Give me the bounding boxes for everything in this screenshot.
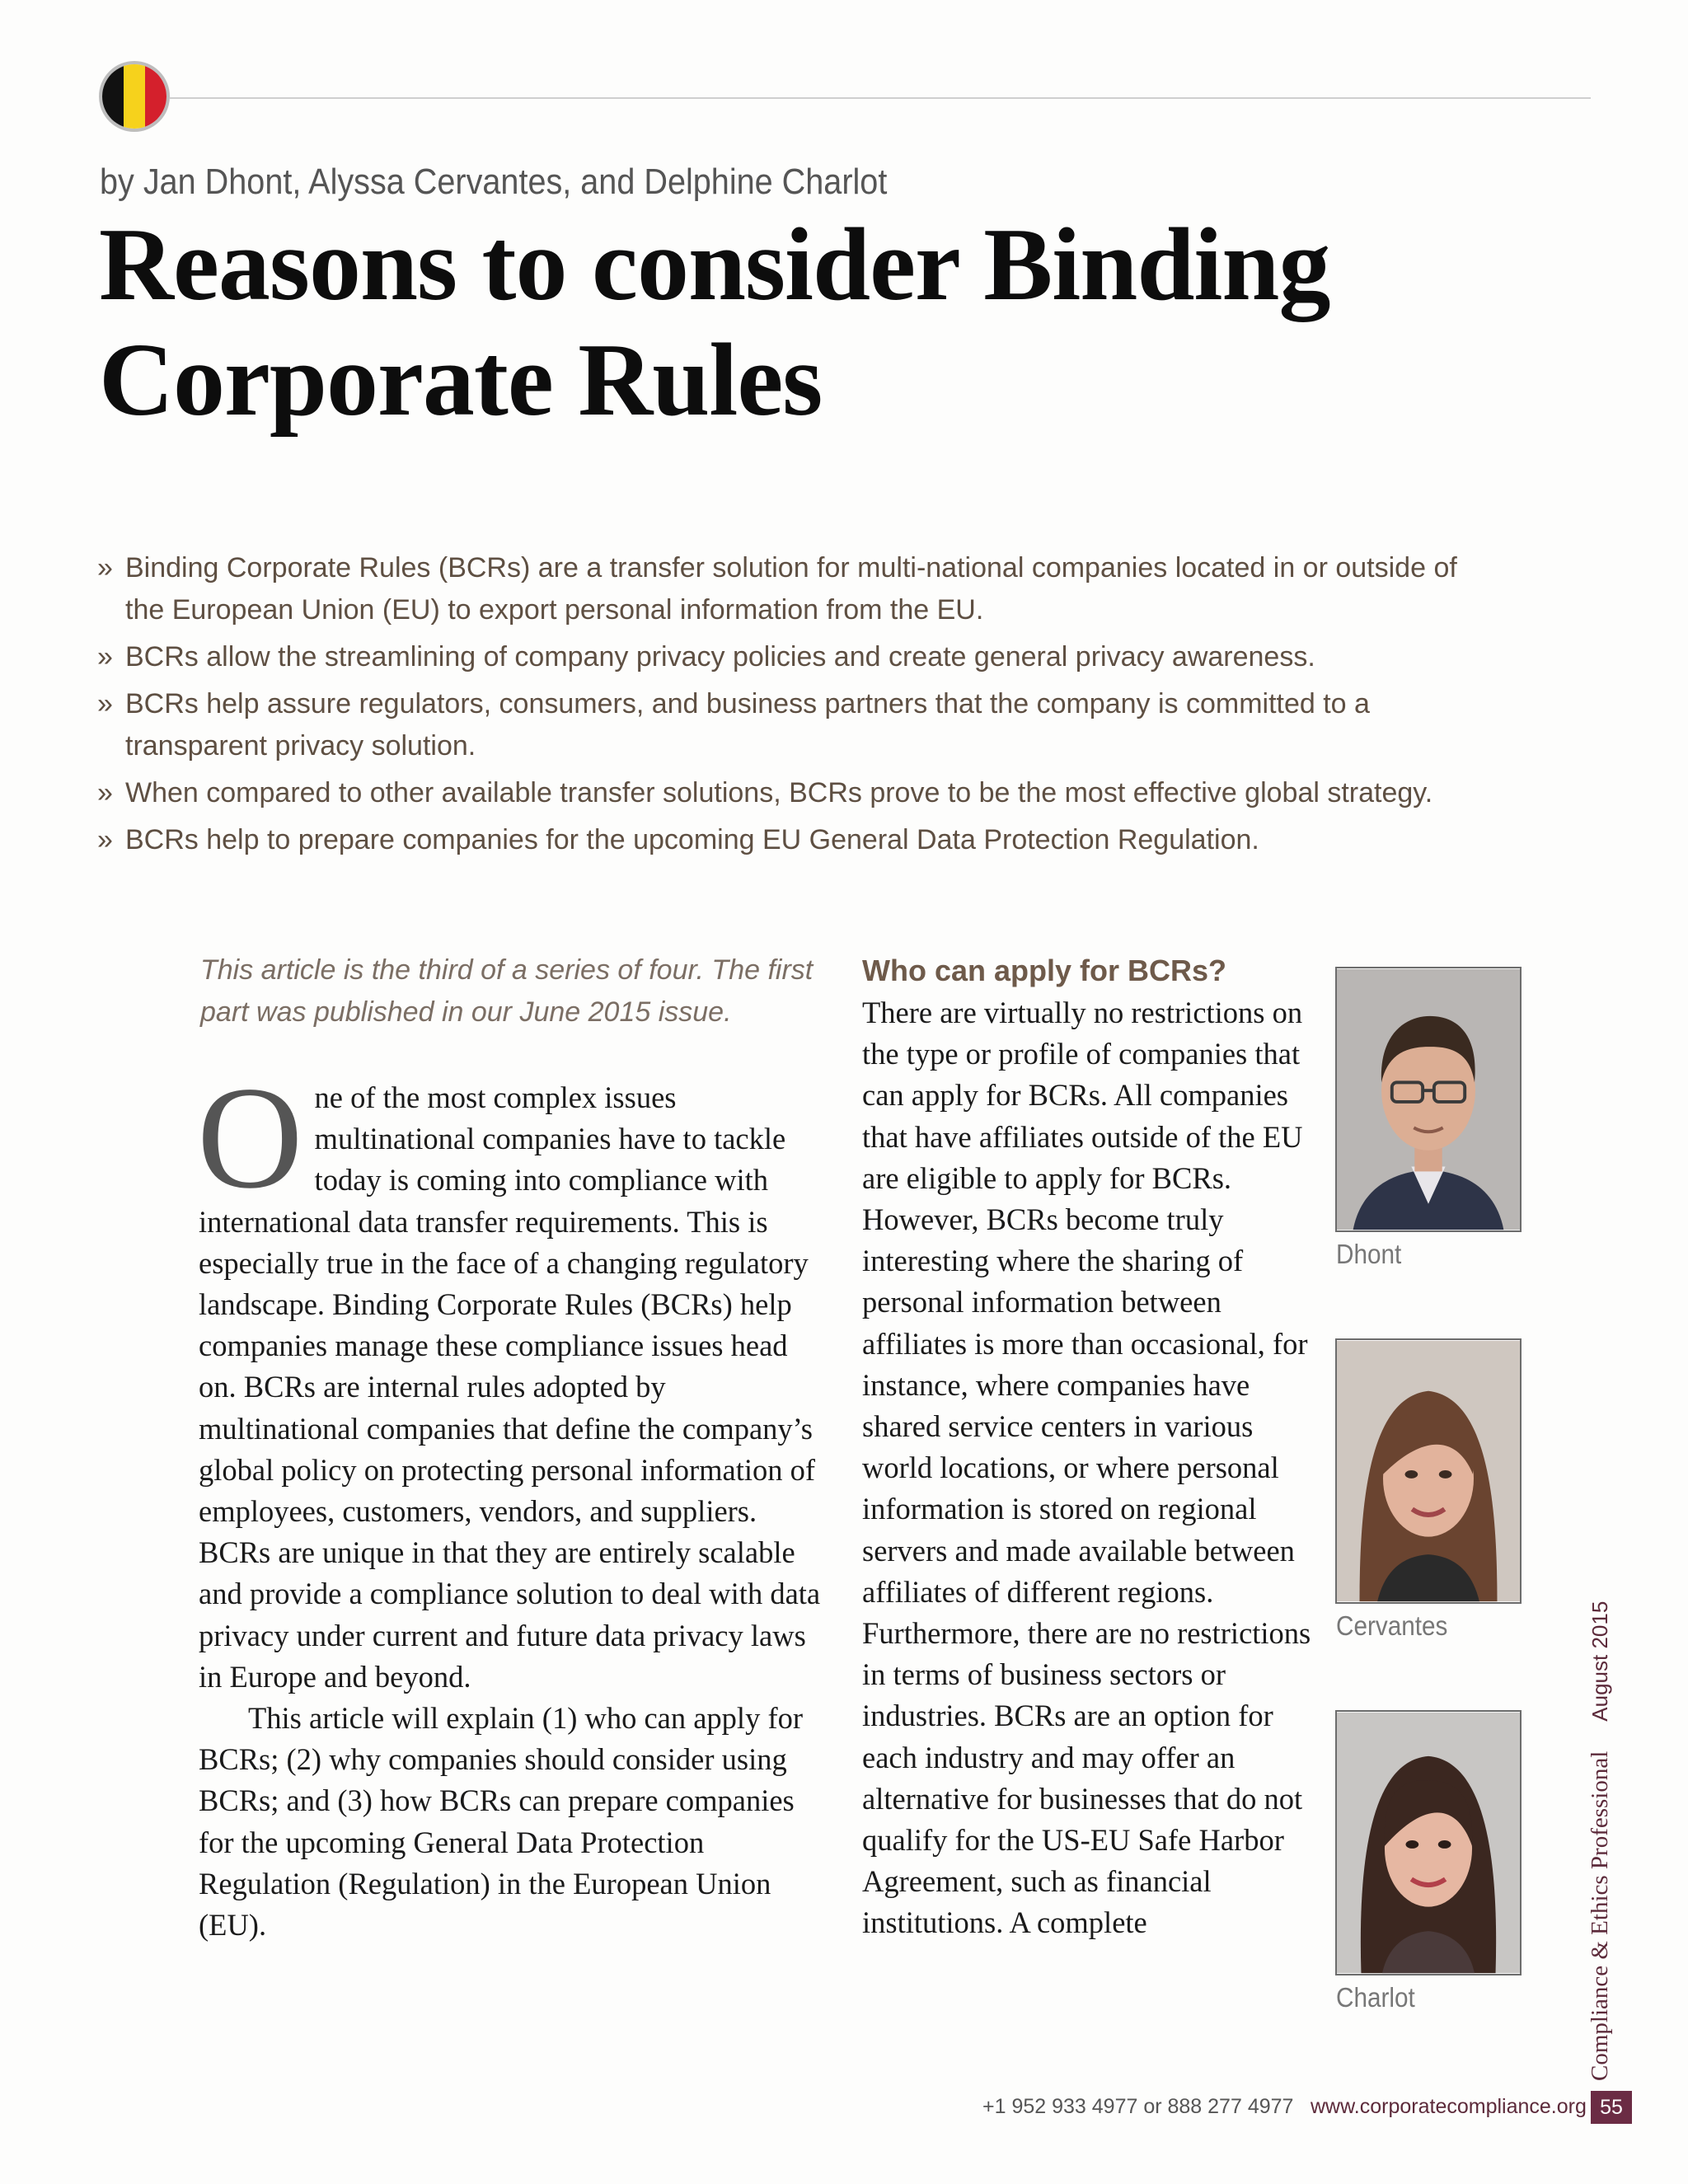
bullet-marker: » xyxy=(97,688,113,719)
summary-item xyxy=(97,683,1498,767)
summary-text: Binding Corporate Rules (BCRs) are a transfer solution for multi-national companies located in or outside of the European Union (EU) to export personal information from the EU. xyxy=(125,552,1457,626)
body-column-left xyxy=(197,1056,828,1946)
author-photo-cervantes xyxy=(1335,1338,1522,1604)
flag-stripe-black xyxy=(102,64,124,129)
summary-text: BCRs allow the streamlining of company privacy policies and create general privacy awareness. xyxy=(125,641,1315,673)
summary-item xyxy=(97,547,1498,631)
summary-text: BCRs help assure regulators, consumers, and business partners that the company is committed to a transparent privacy solution. xyxy=(125,688,1370,762)
flag-stripe-yellow xyxy=(124,64,145,129)
side-running-head xyxy=(1587,1586,1615,2081)
article-title: Reasons to consider Binding Corporate Rules xyxy=(99,208,1330,438)
woman-portrait-icon xyxy=(1337,1712,1520,1974)
author-photo-dhont xyxy=(1335,967,1522,1232)
paragraph-2: This article will explain (1) who can apply for BCRs; (2) why companies should consider using BCRs; and (3) how BCRs can prepare companies for the upcoming General Data Protection Regulation (Regulation) in the European Union (EU). xyxy=(199,1701,804,1943)
footer-phone: +1 952 933 4977 or 888 277 4977 xyxy=(982,2095,1294,2118)
photo-caption: Cervantes xyxy=(1336,1610,1448,1641)
summary-text: BCRs help to prepare companies for the upcoming EU General Data Protection Regulation. xyxy=(125,824,1259,855)
summary-item xyxy=(97,819,1498,861)
bullet-marker: » xyxy=(97,641,113,673)
bullet-marker: » xyxy=(97,777,113,808)
section-paragraph: There are virtually no restrictions on the type or profile of companies that can apply for BCRs. All companies that have affiliates outside of the EU are eligible to apply for BCRs. However, BCRs become truly interesting where the sharing of personal information between affiliates is more than occasional, for instance, where companies have shared service centers in various world locations, or where personal information is stored on regional servers and made available between affiliates of different regions. Furthermore, there are no restrictions in terms of business sectors or industries. BCRs are an option for each industry and may offer an alternative for businesses that do not qualify for the US-EU Safe Harbor Agreement, such as financial institutions. A complete xyxy=(862,996,1311,1940)
section-heading: Who can apply for BCRs? xyxy=(862,954,1227,987)
author-photo-charlot xyxy=(1335,1710,1522,1975)
belgium-flag-icon xyxy=(99,61,170,132)
summary-list xyxy=(97,547,1498,866)
series-note: This article is the third of a series of four. The first part was published in our June 2015 issue. xyxy=(200,954,814,1028)
byline: by Jan Dhont, Alyssa Cervantes, and Delphine Charlot xyxy=(100,162,888,202)
paragraph-1-text: ne of the most complex issues multinational companies have to tackle today is coming into compliance with international data transfer requirements. This is especially true in the face of a changing regulatory landscape. Binding Corporate Rules (BCRs) help companies manage these compliance issues head on. BCRs are internal rules adopted by multinational companies that define the company’s global policy on protecting personal information of employees, customers, vendors, and suppliers. BCRs are unique in that they are entirely scalable and provide a compliance solution to deal with data privacy under current and future data privacy laws in Europe and beyond. xyxy=(199,1080,821,1694)
bullet-marker: » xyxy=(97,552,113,583)
bullet-marker: » xyxy=(97,824,113,855)
man-portrait-icon xyxy=(1337,968,1520,1230)
summary-item xyxy=(97,772,1498,814)
issue-date: August 2015 xyxy=(1587,1601,1612,1722)
summary-text: When compared to other available transfer solutions, BCRs prove to be the most effective global strategy. xyxy=(125,777,1433,808)
opening-paragraph xyxy=(197,1056,828,1698)
footer-website-link[interactable]: www.corporatecompliance.org xyxy=(1311,2095,1587,2118)
header-rule xyxy=(170,97,1591,99)
summary-item xyxy=(97,636,1498,678)
photo-caption: Dhont xyxy=(1336,1239,1402,1269)
publication-name: Compliance & Ethics Professional xyxy=(1587,1750,1613,2081)
photo-caption: Charlot xyxy=(1336,1982,1415,2013)
page-number: 55 xyxy=(1591,2091,1632,2124)
drop-cap: O xyxy=(197,1056,303,1219)
flag-stripe-red xyxy=(145,64,166,129)
woman-portrait-icon xyxy=(1337,1340,1520,1602)
body-column-right xyxy=(862,949,1315,1944)
